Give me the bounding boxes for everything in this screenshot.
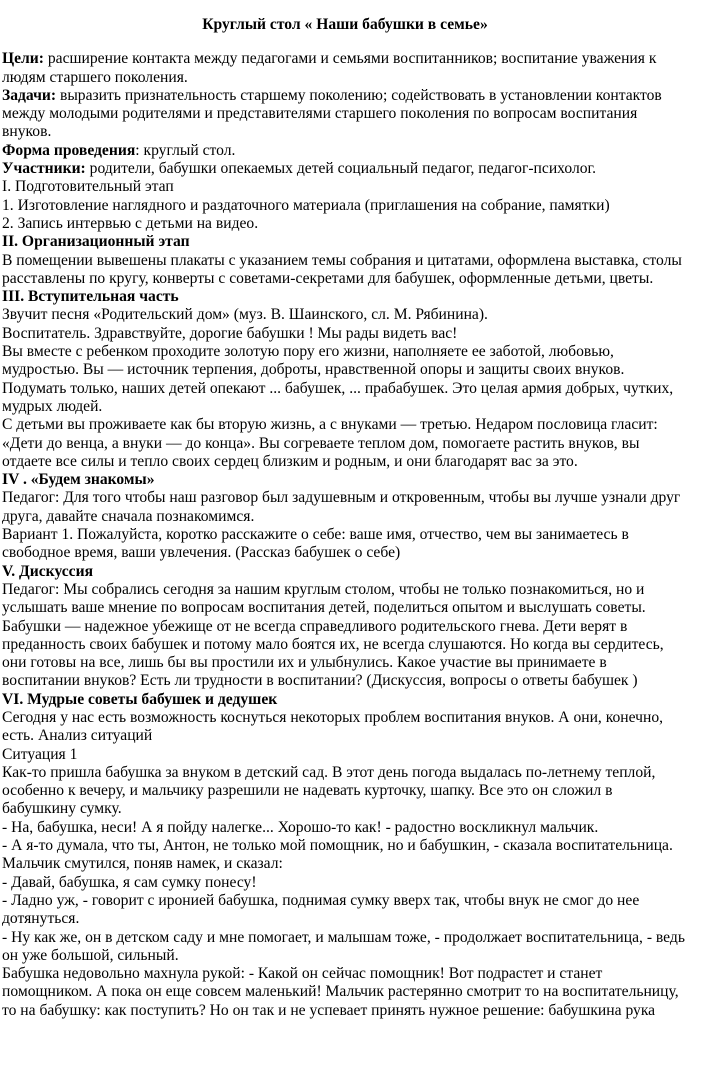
tasks-label: Задачи:	[2, 86, 57, 104]
stage6-paragraph: - Ладно уж, - говорит с иронией бабушка, поднимая сумку вверх так, чтобы внук не смог до нее дотянуться.	[2, 891, 640, 928]
stage6-paragraph: Бабушка недовольно махнула рукой: - Какой он сейчас помощник! Вот подрастет и станет помощником. А пока он еще совсем маленький! Мальчик растерянно смотрит то на воспитательницу, то на бабушку: как поступить? Но он так и не успевает принять нужное решение: бабушкина рука	[2, 965, 679, 1019]
stage1-item: 1. Изготовление наглядного и раздаточного материала (приглашения на собрание, памятки)	[2, 196, 610, 214]
stage1-heading: I. Подготовительный этап	[2, 178, 174, 196]
stage6-paragraph: - А я-то думала, что ты, Антон, не только мой помощник, но и бабушкин, - сказала воспитательница.	[2, 837, 673, 855]
stage5-heading: V. Дискуссия	[2, 562, 94, 580]
stage6-paragraph: Сегодня у нас есть возможность коснуться некоторых проблем воспитания внуков. А они, конечно, есть. Анализ ситуаций	[2, 708, 664, 745]
stage4-paragraph: Педагог: Для того чтобы наш разговор был задушевным и откровенным, чтобы вы лучше узнали друг друга, давайте сначала познакомимся.	[2, 489, 681, 525]
stage6-paragraph: - Давай, бабушка, я сам сумку понесу!	[2, 873, 257, 891]
stage5-paragraph: Педагог: Мы собрались сегодня за нашим круглым столом, чтобы не только познакомиться, но и услышать ваше мнение по вопросам воспитания детей, поделиться опытом и выслушать советы.	[2, 580, 646, 617]
stage1-item: 2. Запись интервью с детьми на видео.	[2, 214, 259, 232]
stage3-paragraph: С детьми вы проживаете как бы вторую жизнь, а с внуками — третью. Недаром пословица гласит: «Дети до венца, а внуки — до конца». Вы согреваете теплом дом, помогаете растить внуков, вы отдаете все силы и тепло своих сердец близким и родным, и они благодарят вас за это.	[2, 416, 658, 470]
form-text: : круглый стол.	[135, 141, 236, 159]
goals-text: расширение контакта между педагогами и семьями воспитанников; воспитание уважения к людям старшего поколения.	[2, 50, 657, 86]
participants-label: Участники:	[2, 160, 86, 178]
stage5-paragraph: Бабушки — надежное убежище от не всегда справедливого родительского гнева. Дети верят в преданность своих бабушек и потому мало боятся их, не всегда слушаются. Но когда вы сердитесь, они готовы на все, лишь бы вы простили их и улыбнулись. Какое участие вы принимаете в воспитании внуков? Есть ли трудности в воспитании? (Дискуссия, вопросы о ответы бабушек )	[2, 617, 664, 690]
stage6-paragraph: Как-то пришла бабушка за внуком в детский сад. В этот день погода выдалась по-летнему теплой, особенно к вечеру, и мальчику разрешили не надевать курточку, шапку. Все это он сложил в бабушкину сумку.	[2, 763, 656, 818]
stage3-paragraph: Вы вместе с ребенком проходите золотую пору его жизни, наполняете ее заботой, любовью, мудростью. Вы — источник терпения, доброты, нравственной опоры и защиты своих внуков. Подумать только, наших детей опекают ... бабушек, ... прабабушек. Это целая армия добрых, чутких, мудрых людей.	[2, 343, 674, 415]
stage6-paragraph: - На, бабушка, неси! А я пойду налегке... Хорошо-то как! - радостно воскликнул мальчик.	[2, 818, 599, 836]
goals-paragraph	[2, 50, 688, 87]
stage6-paragraph: Мальчик смутился, поняв намек, и сказал:	[2, 855, 283, 873]
tasks-paragraph	[2, 87, 688, 142]
stage6-paragraph: Ситуация 1	[2, 745, 78, 763]
tasks-text: выразить признательность старшему поколению; содействовать в установлении контактов между молодыми родителями и представителями старшего поколения по вопросам воспитания внуков.	[2, 86, 662, 141]
page-title: Круглый стол « Наши бабушки в семье»	[202, 16, 488, 33]
stage3-paragraph: Воспитатель. Здравствуйте, дорогие бабушки ! Мы рады видеть вас!	[2, 324, 458, 342]
stage2-heading: II. Организационный этап	[2, 233, 190, 251]
stage3-paragraph: Звучит песня «Родительский дом» (муз. В. Шаинского, сл. М. Рябинина).	[2, 306, 488, 324]
stage4-paragraph: Вариант 1. Пожалуйста, коротко расскажите о себе: ваше имя, отчество, чем вы занимаетесь в свободное время, ваши увлечения. (Рассказ бабушек о себе)	[2, 526, 629, 562]
stage6-heading: VI. Мудрые советы бабушек и дедушек	[2, 690, 278, 708]
stage4-heading: IV . «Будем знакомы»	[2, 471, 155, 489]
form-paragraph	[2, 142, 688, 160]
stage6-paragraph: - Ну как же, он в детском саду и мне помогает, и малышам тоже, - продолжает воспитательница, - ведь он уже большой, сильный.	[2, 928, 685, 964]
form-label: Форма проведения	[2, 141, 136, 159]
goals-label: Цели:	[2, 50, 44, 68]
participants-paragraph	[2, 160, 688, 178]
stage3-heading: III. Вступительная часть	[2, 288, 179, 306]
stage2-text: В помещении вывешены плакаты с указанием темы собрания и цитатами, оформлена выставка, столы расставлены по кругу, конверты с советами-секретами для бабушек, оформленные детьми, цветы.	[2, 251, 682, 287]
participants-text: родители, бабушки опекаемых детей социальный педагог, педагог-психолог.	[85, 160, 597, 178]
